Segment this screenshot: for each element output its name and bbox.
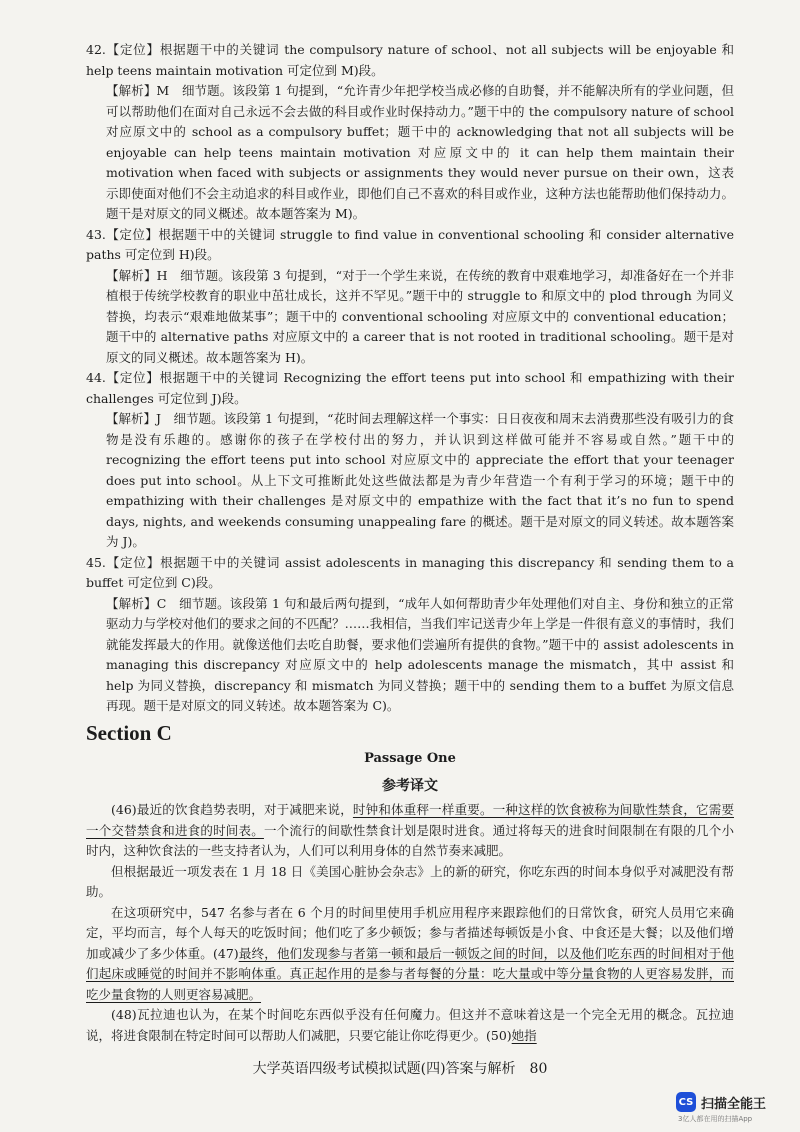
paragraph-text: (46)最近的饮食趋势表明，对于减肥来说， (111, 802, 353, 817)
question-locate: 42.【定位】根据题干中的关键词 the compulsory nature of school、not all subjects will be enjoyable 和 help teens maintain motivation 可定位到 M)段。 (86, 42, 734, 78)
translation-title: 参考译文 (382, 777, 438, 794)
paragraph-text: 一个流行的间歇性禁食计划是限时进食。通过将每天的进食时间限制在有限的几个小时内，这种饮食法的一些支持者认为，人们可以利用身体的自然节奏来减肥。 (86, 822, 734, 858)
watermark-name: 扫描全能王 (701, 1096, 767, 1112)
answer-item-45 (86, 553, 734, 717)
question-locate: 43.【定位】根据题干中的关键词 struggle to find value in conventional schooling 和 consider alternative paths 可定位到 H)段。 (86, 226, 734, 262)
answer-item-42 (86, 40, 734, 225)
underlined-sentence: 时钟和体重秤一样重要。一种这样的饮食被称为间歇性禁食，它需要一个交替禁食和进食的时间表。 (86, 802, 734, 838)
scanner-watermark (676, 1092, 766, 1112)
underlined-sentence: 最终，他们发现参与者第一顿和最后一顿饭之间的时间，以及他们吃东西的时间相对于他们起床或睡觉的时间并不影响体重。真正起作用的是参与者每餐的分量：吃大量或中等分量食物的人更容易发胖，而吃少量食物的人则更容易减肥。 (86, 945, 734, 1002)
question-locate: 45.【定位】根据题干中的关键词 assist adolescents in managing this discrepancy 和 sending them to a buffet 可定位到 C)段。 (86, 554, 734, 590)
translation-paragraph-2: 但根据最近一项发表在 1 月 18 日《美国心脏协会杂志》上的新的研究，你吃东西的时间本身似乎对减肥没有帮助。 (86, 863, 734, 899)
page-content (86, 40, 734, 1046)
camscanner-icon: CS (676, 1092, 696, 1112)
translation-paragraph-4 (86, 1005, 734, 1046)
question-analysis: 【解析】C 细节题。该段第 1 句和最后两句提到，“成年人如何帮助青少年处理他们对自主、身份和独立的正常驱动力与学校对他们的要求之间的不匹配？……我相信，当我们牢记送青少年上学是一件很有意义的事情时，我们就能发挥最大的作用。就像送他们去吃自助餐，要求他们尝遍所有提供的食物。”题干中的 assist adolescents in managing this discrepancy 对应原文中的 help adolescents manage the mismatch，其中 assist 和 help 为同义替换，discrepancy 和 mismatch 为同义替换；题干中的 sending them to a buffet 为原文信息再现。题干是对原文的同义转述。故本题答案为 C)。 (106, 595, 734, 713)
translation-paragraph-1 (86, 800, 734, 862)
question-analysis: 【解析】J 细节题。该段第 1 句提到，“花时间去理解这样一个事实：日日夜夜和周末去消费那些没有吸引力的食物是没有乐趣的。感谢你的孩子在学校付出的努力，并认识到这样做可能并不容易或自然。”题干中的 recognizing the effort teens put into school 对应原文中的 appreciate the effort that your teenager does put into school。从上下文可推断此处这些做法都是为青少年营造一个有利于学习的环境；题干中的 empathizing with their challenges 是对原文中的 empathize with the fact that it’s no fun to spend days, nights, and weekends consuming unappealing fare 的概述。题干是对原文的同义转述。故本题答案为 J)。 (106, 411, 734, 549)
section-title: Section C (86, 720, 172, 745)
page-footer: 大学英语四级考试模拟试题(四)答案与解析 80 (252, 1061, 548, 1077)
question-locate: 44.【定位】根据题干中的关键词 Recognizing the effort teens put into school 和 empathizing with their challenges 可定位到 J)段。 (86, 370, 734, 406)
watermark-tagline: 3亿人都在用的扫描App (678, 1115, 753, 1123)
answer-item-43 (86, 225, 734, 369)
passage-title: Passage One (364, 751, 456, 766)
underlined-sentence: 她指 (511, 1027, 537, 1043)
question-analysis: 【解析】M 细节题。该段第 1 句提到，“允许青少年把学校当成必修的自助餐，并不能解决所有的学业问题，但可以帮助他们在面对自己永远不会去做的科目或作业时保持动力。”题干中的 the compulsory nature of school 对应原文中的 school as a compulsory buffet；题干中的 acknowledging that not all subjects will be enjoyable can help teens maintain motivation 对应原文中的 it can help them maintain their motivation when faced with subjects or assignments they would never pursue on their own，这表示即使面对他们不会主动追求的科目或作业，即他们自己不喜欢的科目或作业，这种方法也能帮助他们保持动力。题干是对原文的同义概述。故本题答案为 M)。 (106, 83, 734, 221)
paragraph-text: 在这项研究中，547 名参与者在 6 个月的时间里使用手机应用程序来跟踪他们的日常饮食，研究人员用它来确定，平均而言，每个人每天的吃饭时间；他们吃了多少顿饭；参与者描述每顿饭是小食、中食还是大餐；以及他们增加或减少了多少体重。(47) (86, 904, 734, 961)
translation-paragraph-3 (86, 903, 734, 1006)
paragraph-text: (48)瓦拉迪也认为，在某个时间吃东西似乎没有任何魔力。但这并不意味着这是一个完全无用的概念。瓦拉迪说，将进食限制在特定时间可以帮助人们减肥，只要它能让你吃得更少。(50) (86, 1007, 734, 1043)
answer-item-44 (86, 368, 734, 553)
question-analysis: 【解析】H 细节题。该段第 3 句提到，“对于一个学生来说，在传统的教育中艰难地学习，却准备好在一个并非植根于传统学校教育的职业中茁壮成长，这并不罕见。”题干中的 struggle to 和原文中的 plod through 为同义替换，均表示“艰难地做某事”；题干中的 conventional schooling 对应原文中的 conventional education；题干中的 alternative paths 对应原文中的 a career that is not rooted in traditional schooling。题干是对原文的同义概述。故本题答案为 H)。 (106, 267, 734, 365)
